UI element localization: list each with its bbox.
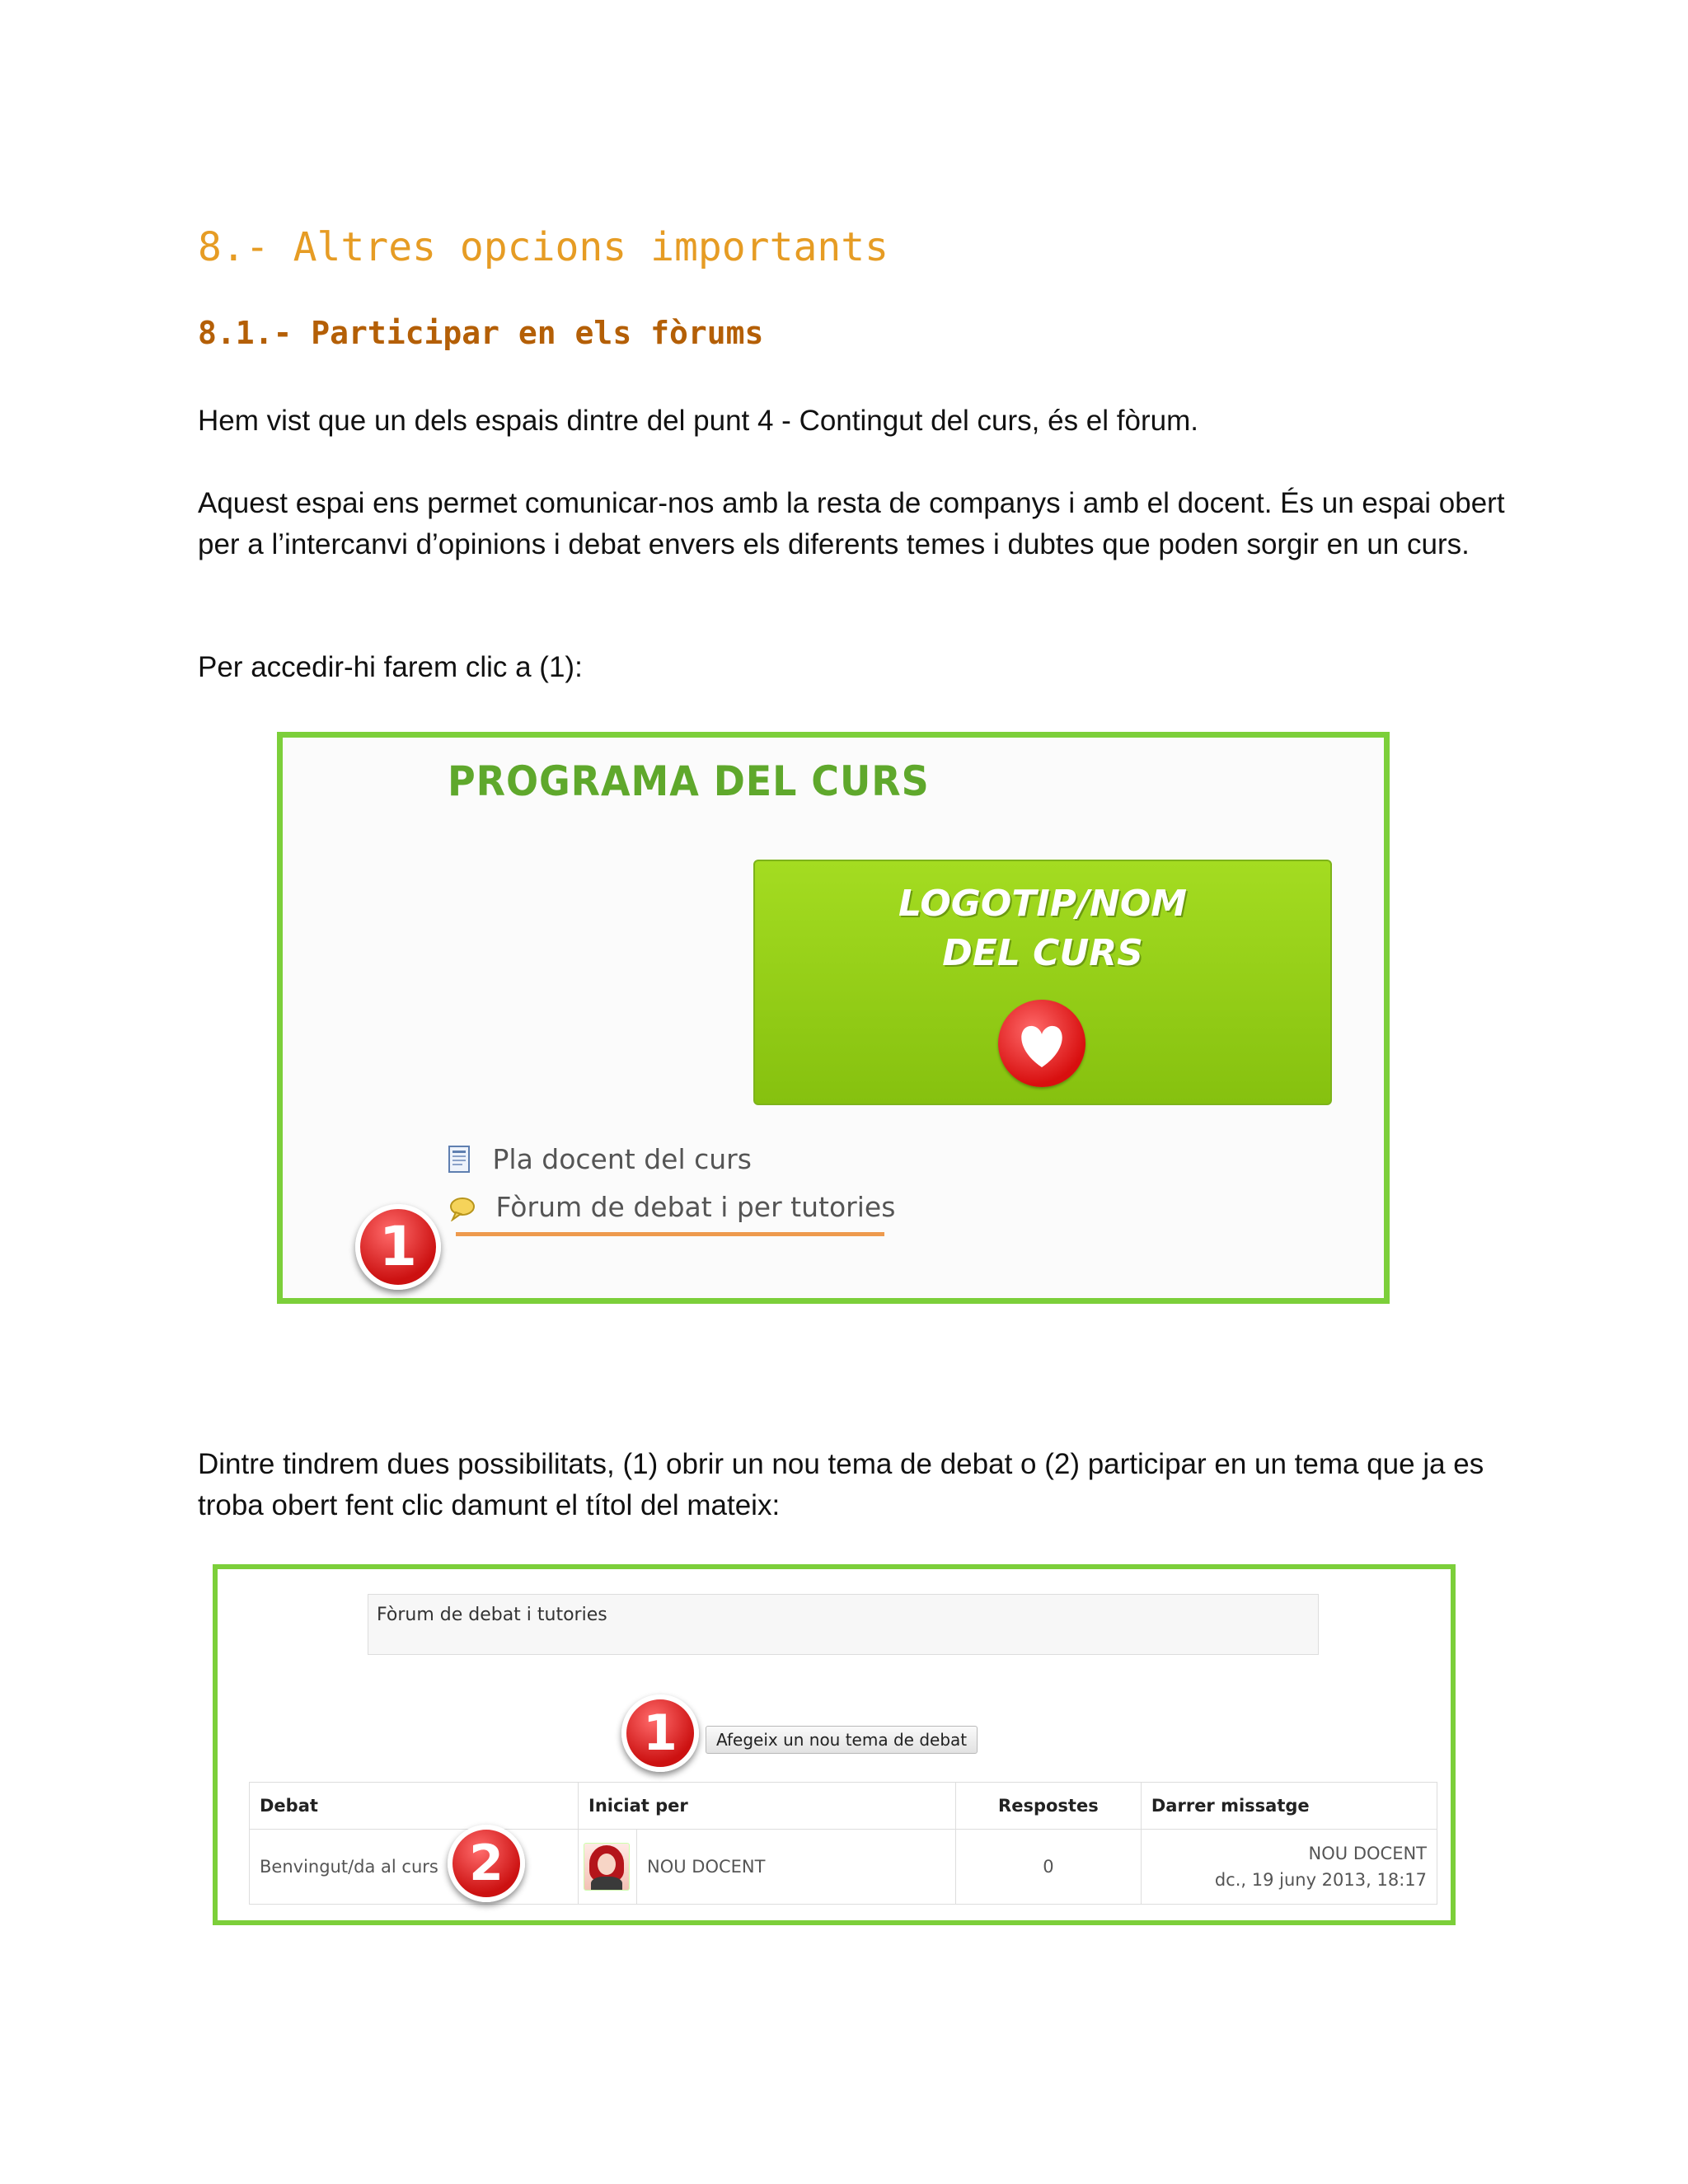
last-post-cell	[1141, 1830, 1437, 1905]
table-header-row	[250, 1783, 1437, 1830]
logo-line-2: DEL CURS	[942, 932, 1143, 974]
step-badge-1: 1	[355, 1204, 441, 1290]
step-badge-2: 2	[448, 1825, 525, 1902]
author-avatar-cell	[579, 1830, 637, 1905]
link-forum-label: Fòrum de debat i per tutories	[495, 1191, 896, 1223]
last-post-author-link[interactable]: NOU DOCENT	[1308, 1844, 1427, 1863]
table-row	[250, 1830, 1437, 1905]
heart-icon	[998, 1000, 1085, 1087]
column-header-replies: Respostes	[955, 1783, 1141, 1830]
replies-link[interactable]: 0	[1043, 1857, 1054, 1877]
forum-title: Fòrum de debat i tutories	[377, 1605, 607, 1625]
speech-bubble-icon	[448, 1191, 485, 1223]
add-discussion-button[interactable]: Afegeix un nou tema de debat	[706, 1726, 978, 1754]
paragraph-intro: Hem vist que un dels espais dintre del punt 4 - Contingut del curs, és el fòrum.	[198, 405, 1198, 437]
discussion-table	[249, 1782, 1437, 1905]
author-link[interactable]: NOU DOCENT	[647, 1857, 766, 1877]
forum-title-box	[368, 1594, 1319, 1655]
course-logo-text	[755, 879, 1330, 978]
replies-cell	[955, 1830, 1141, 1905]
author-cell	[637, 1830, 956, 1905]
section-heading: 8.- Altres opcions importants	[198, 224, 889, 270]
course-logo-box	[753, 860, 1332, 1105]
paragraph-description: Aquest espai ens permet comunicar-nos amb la resta de companys i amb el docent. És un espai obert per a l’intercanvi d’opinions i debat envers els diferents temes i dubtes que poden sorgir en un curs.	[198, 487, 1505, 560]
step-badge-1: 1	[621, 1694, 699, 1772]
link-course-plan-label: Pla docent del curs	[492, 1143, 752, 1175]
link-course-plan[interactable]	[448, 1143, 752, 1175]
avatar[interactable]	[584, 1843, 630, 1891]
column-header-started-by: Iniciat per	[579, 1783, 956, 1830]
forum-link-underline	[456, 1232, 884, 1236]
discussion-cell	[250, 1830, 579, 1905]
program-title: PROGRAMA DEL CURS	[448, 757, 930, 805]
column-header-debat: Debat	[250, 1783, 579, 1830]
subsection-heading: 8.1.- Participar en els fòrums	[198, 315, 764, 351]
discussion-title-link[interactable]: Benvingut/da al curs	[260, 1857, 438, 1877]
column-header-last-post: Darrer missatge	[1141, 1783, 1437, 1830]
last-post-date-link[interactable]: dc., 19 juny 2013, 18:17	[1214, 1870, 1427, 1890]
paragraph-access: Per accedir-hi farem clic a (1):	[198, 651, 583, 683]
link-forum[interactable]	[448, 1191, 895, 1223]
paragraph-options: Dintre tindrem dues possibilitats, (1) obrir un nou tema de debat o (2) participar en un tema que ja es troba obert fent clic damunt el títol del mateix:	[198, 1448, 1484, 1521]
document-icon	[448, 1143, 481, 1175]
forum-screenshot	[213, 1564, 1456, 1925]
course-program-screenshot	[277, 732, 1390, 1304]
logo-line-1: LOGOTIP/NOM	[898, 883, 1188, 925]
